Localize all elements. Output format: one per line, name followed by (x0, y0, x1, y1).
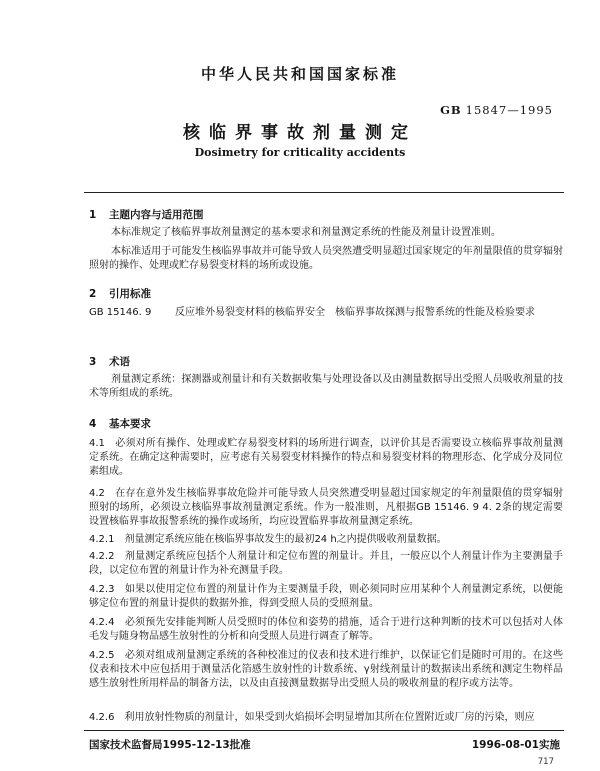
national-standard-heading: 中华人民共和国国家标准 (200, 65, 399, 83)
section-1-paragraph-1: 本标准规定了核临界事故剂量测定的基本要求和剂量测定系统的性能及剂量计设置准则。 (111, 227, 501, 238)
gb-number: 15847—1995 (465, 103, 553, 117)
section-heading-1: 1 主题内容与适用范围 (89, 209, 204, 221)
reference-title: 反应堆外易裂变材料的核临界安全 核临界事故探测与报警系统的性能及检验要求 (175, 307, 535, 318)
header-divider (84, 192, 564, 193)
clause-4-2-1: 4.2.1 剂量测定系统应能在核临界事故发生的最初24 h之内提供吸收剂量数据。 (89, 534, 447, 545)
section-heading-4: 4 基本要求 (89, 418, 151, 430)
gb-prefix: GB (440, 103, 462, 117)
clause-4-2-2: 4.2.2 剂量测定系统应包括个人剂量计和定位布置的剂量计。并且，一般应以个人剂量计作为主要测量手段，以定位布置的剂量计作为补充测量手段。 (89, 551, 563, 576)
section-1-paragraph-2: 本标准适用于可能发生核临界事故并可能导致人员突然遭受明显超过国家规定的年剂量限值的贯穿辐射照射的操作、处理或贮存易裂变材料的场所或设施。 (89, 246, 563, 271)
clause-4-2-4: 4.2.4 必须预先安排能判断人员受照时的体位和姿势的措施，适合于进行这种判断的技术可以包括对人体毛发与随身物品感生放射性的分析和向受照人员进行调查了解等。 (89, 617, 563, 642)
section-heading-3: 3 术语 (89, 356, 130, 368)
clause-4-2-6: 4.2.6 利用放射性物质的剂量计，如果受到火焰损坏会明显增加其所在位置附近或厂房的污染，则应 (89, 712, 535, 723)
approval-info: 国家技术监督局1995-12-13批准 (89, 739, 251, 751)
standard-number (440, 103, 553, 117)
clause-4-1: 4.1 必须对所有操作、处理或贮存易裂变材料的场所进行调查，以评价其是否需要设立核临界事故剂量测定系统。在确定这种需要时，应考虑有关易裂变材料操作的特点和易裂变材料的物理形态、化学成分及同位素组成。 (89, 438, 563, 477)
clause-4-2-3: 4.2.3 如果以使用定位布置的剂量计作为主要测量手段，则必须同时应用某种个人剂量测定系统，以便能够定位布置的剂量计提供的数据外推，得到受照人员的受照剂量。 (89, 584, 563, 609)
implementation-date: 1996-08-01实施 (471, 739, 560, 751)
page-number: 717 (537, 757, 554, 767)
reference-code: GB 15146. 9 (89, 307, 152, 318)
document-title: 核临界事故剂量测定 (183, 123, 417, 143)
clause-4-2-5: 4.2.5 必须对组成剂量测定系统的各种校准过的仪表和技术进行维护，以保证它们是随时可用的。在这些仪表和技术中应包括用于测量活化箔感生放射性的计数系统、γ射线剂量计的数据读出系统和测定生物样品感生放射性所用样品的制备方法，以及由直接测量数据导出受照人员的吸收剂量的程序或方法等。 (89, 650, 563, 689)
section-3-paragraph: 剂量测定系统：探测器或剂量计和有关数据收集与处理设备以及由测量数据导出受照人员吸收剂量的技术等所组成的系统。 (89, 374, 563, 399)
clause-4-2: 4.2 在存在意外发生核临界事故危险并可能导致人员突然遭受明显超过国家规定的年剂量限值的贯穿辐射照射的场所，必须设立核临界事故剂量测定系统。作为一般准则，凡根据GB 15146. 9 4. 2条的规定需要设置核临界事故报警系统的操作或场所，均应设置临界事故剂量测定系统。 (89, 488, 563, 527)
english-title: Dosimetry for criticality accidents (194, 146, 406, 159)
section-heading-2: 2 引用标准 (89, 288, 151, 300)
footer-divider (84, 730, 564, 731)
